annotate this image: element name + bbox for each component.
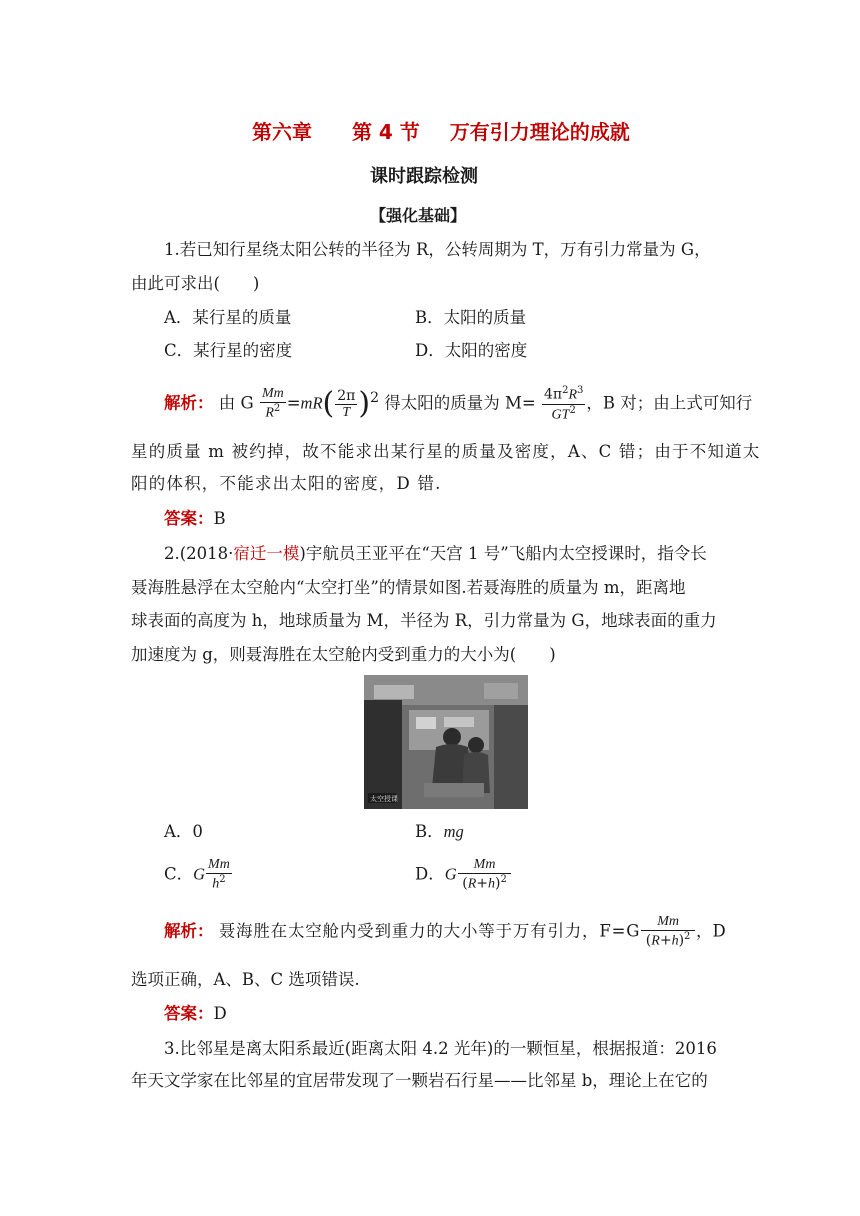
q2-analysis-tail: ，D <box>696 921 726 941</box>
q1-stem-line2: 由此可求出( ) <box>131 274 260 293</box>
q2-answer-value: D <box>213 1004 227 1023</box>
subtitle: 课时跟踪检测 <box>370 166 478 187</box>
q1-option-d: D．太阳的密度 <box>415 341 528 360</box>
q3-stem-line2: 年天文学家在比邻星的宜居带发现了一颗岩石行星——比邻星 b，理论上在它的 <box>131 1071 708 1090</box>
q1-analysis-line1: 解析： 由 G $\frac{Mm}{R^2}$ =mR( $\frac{2\pi}{T}$ )$^2$ 得太阳的质量为 M= $\frac{4\pi^2R^3}{GT^2}$ ，B 对；由上式可知行 <box>164 385 753 423</box>
q2-option-b: B．mg <box>415 822 464 841</box>
space-lesson-photo <box>364 675 528 809</box>
q1-option-a: A．某行星的质量 <box>164 308 292 327</box>
section-title: 万有引力理论的成就 <box>449 120 630 144</box>
q1-analysis-pre: 由 G <box>218 393 254 413</box>
q1-answer-label: 答案： <box>164 509 214 528</box>
q2-analysis-fraction: $\frac{Mm}{(R+h)^2}$ <box>641 915 695 949</box>
q2-option-c-fraction: $\frac{Mm}{h^2}$ <box>208 857 230 892</box>
q1-option-c: C．某行星的密度 <box>164 341 293 360</box>
q2-answer <box>164 1006 227 1023</box>
q2-analysis-line2: 选项正确，A、B、C 选项错误. <box>131 970 360 989</box>
q1-fraction-sun-mass: $\frac{4\pi^2R^3}{GT^2}$ <box>543 385 584 423</box>
q2-source: 宿迁一模 <box>233 544 300 563</box>
q2-stem-line3: 球表面的高度为 h，地球质量为 M，半径为 R，引力常量为 G，地球表面的重力 <box>131 611 717 630</box>
q2-analysis-line1 <box>164 915 726 949</box>
q1-fraction-2pi-t: $\frac{2\pi}{T}$ <box>337 387 356 420</box>
q3-stem-line1: 3.比邻星是离太阳系最近(距离太阳 4.2 光年)的一颗恒星，根据报道：2016 <box>164 1039 717 1058</box>
q1-analysis-post: ，B 对；由上式可知行 <box>586 393 753 413</box>
q2-stem-line2: 聂海胜悬浮在太空舱内“太空打坐”的情景如图.若聂海胜的质量为 m，距离地 <box>131 578 686 597</box>
q2-option-d-fraction: $\frac{Mm}{(R+h)^2}$ <box>458 858 512 892</box>
q2-analysis-text: 聂海胜在太空舱内受到重力的大小等于万有引力，F=G <box>218 921 641 941</box>
q2-stem-line1 <box>164 546 707 563</box>
q2-stem-rest: )宇航员王亚平在“天宫 1 号”飞船内太空授课时，指令长 <box>299 544 707 563</box>
q2-answer-label: 答案： <box>164 1004 214 1023</box>
photo-caption: 太空授课 <box>370 795 398 803</box>
q1-answer <box>164 511 226 528</box>
q2-number: 2.(2018· <box>164 544 234 563</box>
q1-analysis-mid: 得太阳的质量为 M= <box>384 393 536 413</box>
q2-option-c: C．G $\frac{Mm}{h^2}$ <box>164 857 230 892</box>
chapter-title <box>252 116 630 145</box>
q2-option-a: A．0 <box>164 822 203 841</box>
q1-stem-line1: 1.若已知行星绕太阳公转的半径为 R，公转周期为 T，万有引力常量为 G， <box>164 240 711 259</box>
q1-fraction-mm-r2: $\frac{Mm}{R^2}$ <box>261 386 284 421</box>
q1-option-b: B．太阳的质量 <box>415 308 527 327</box>
chapter-label: 第六章 <box>252 120 312 144</box>
q1-analysis-label: 解析： <box>164 393 214 413</box>
q1-answer-value: B <box>213 509 226 528</box>
q2-analysis-label: 解析： <box>164 921 214 941</box>
space-lesson-photo-art <box>364 675 528 809</box>
section-label: 第 4 节 <box>351 120 420 144</box>
q2-stem-line4: 加速度为 g，则聂海胜在太空舱内受到重力的大小为( ) <box>131 645 556 664</box>
q1-analysis-line3: 阳的体积，不能求出太阳的密度，D 错. <box>131 474 442 493</box>
q2-option-d: D．G $\frac{Mm}{(R+h)^2}$ <box>415 858 512 892</box>
q1-analysis-line2: 星的质量 m 被约掉，故不能求出某行星的质量及密度，A、C 错；由于不知道太 <box>131 442 761 461</box>
part-heading: 【强化基础】 <box>370 206 467 225</box>
